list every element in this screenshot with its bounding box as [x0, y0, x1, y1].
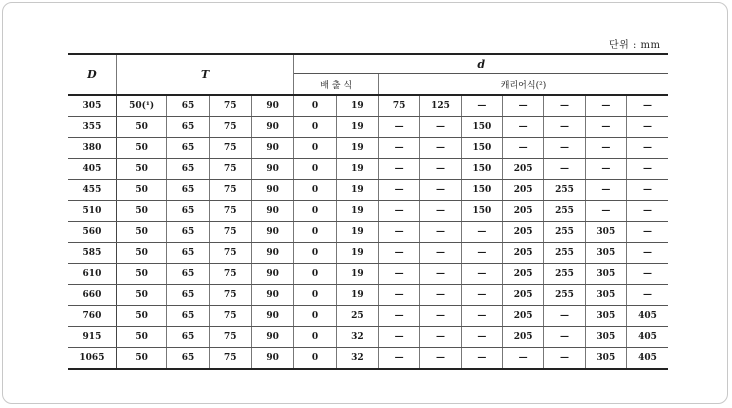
table-cell: — [379, 285, 420, 306]
table-cell: 205 [503, 264, 544, 285]
table-cell: 0 [294, 95, 336, 117]
table-cell: 0 [294, 117, 336, 138]
table-cell: 50 [116, 348, 166, 370]
table-cell: 25 [336, 306, 378, 327]
table-cell: 150 [461, 138, 502, 159]
table-cell: 255 [544, 180, 585, 201]
table-cell: 65 [167, 138, 209, 159]
table-cell: 75 [209, 306, 251, 327]
table-cell: — [503, 117, 544, 138]
table-row [68, 117, 668, 138]
table-cell: — [626, 180, 668, 201]
table-cell: — [461, 285, 502, 306]
table-cell: 0 [294, 222, 336, 243]
table-cell: 0 [294, 348, 336, 370]
table-cell: 50 [116, 138, 166, 159]
table-cell: 75 [209, 138, 251, 159]
table-cell: 32 [336, 327, 378, 348]
table-cell: 255 [544, 201, 585, 222]
table-cell: 125 [420, 95, 461, 117]
table-cell: 90 [251, 327, 293, 348]
table-cell: 75 [209, 348, 251, 370]
table-row [68, 285, 668, 306]
table-cell: — [503, 348, 544, 370]
table-cell: — [379, 117, 420, 138]
table-cell: — [379, 180, 420, 201]
table-cell: — [379, 222, 420, 243]
table-cell: 75 [209, 327, 251, 348]
table-cell: 50 [116, 159, 166, 180]
dimension-table [68, 53, 668, 370]
table-cell: 305 [585, 348, 626, 370]
table-cell: 75 [209, 222, 251, 243]
table-cell: 50 [116, 180, 166, 201]
table-cell: 150 [461, 117, 502, 138]
table-cell: 19 [336, 201, 378, 222]
table-cell: 305 [585, 306, 626, 327]
table-cell: 75 [209, 264, 251, 285]
table-row [68, 201, 668, 222]
table-cell: — [626, 95, 668, 117]
header-D: D [68, 54, 116, 95]
table-cell: 660 [68, 285, 116, 306]
table-cell: 90 [251, 243, 293, 264]
table-cell: 65 [167, 348, 209, 370]
table-cell: — [585, 180, 626, 201]
table-cell: 90 [251, 117, 293, 138]
table-cell: — [379, 201, 420, 222]
table-cell: 32 [336, 348, 378, 370]
header-d: d [294, 54, 668, 74]
table-cell: 90 [251, 201, 293, 222]
table-cell: 75 [209, 243, 251, 264]
table-cell: 65 [167, 222, 209, 243]
table-cell: 380 [68, 138, 116, 159]
table-cell: — [544, 117, 585, 138]
table-cell: — [626, 264, 668, 285]
table-cell: 75 [209, 159, 251, 180]
table-cell: 65 [167, 95, 209, 117]
table-cell: 305 [585, 327, 626, 348]
table-cell: — [544, 306, 585, 327]
table-cell: — [503, 95, 544, 117]
table-cell: — [585, 159, 626, 180]
table-cell: 0 [294, 264, 336, 285]
table-cell: 305 [68, 95, 116, 117]
table-cell: — [461, 306, 502, 327]
table-cell: 610 [68, 264, 116, 285]
table-cell: — [544, 348, 585, 370]
table-cell: 405 [626, 348, 668, 370]
header-T: T [116, 54, 293, 95]
table-cell: 205 [503, 306, 544, 327]
table-cell: 65 [167, 285, 209, 306]
table-cell: 19 [336, 159, 378, 180]
table-cell: 50 [116, 306, 166, 327]
table-cell: 90 [251, 95, 293, 117]
table-cell: 50 [116, 243, 166, 264]
header-carrier: 캐리어식(²) [379, 74, 668, 96]
table-row [68, 243, 668, 264]
table-cell: 205 [503, 285, 544, 306]
table-cell: — [626, 117, 668, 138]
table-cell: — [461, 264, 502, 285]
table-row [68, 180, 668, 201]
table-cell: 50(¹) [116, 95, 166, 117]
table-cell: — [585, 117, 626, 138]
table-cell: — [544, 327, 585, 348]
table-cell: — [420, 306, 461, 327]
table-cell: — [461, 327, 502, 348]
table-cell: 19 [336, 180, 378, 201]
table-cell: — [420, 201, 461, 222]
table-cell: 150 [461, 159, 502, 180]
table-cell: — [461, 348, 502, 370]
table-cell: — [503, 138, 544, 159]
table-row [68, 306, 668, 327]
table-cell: 90 [251, 306, 293, 327]
table-cell: — [585, 201, 626, 222]
table-cell: 75 [209, 201, 251, 222]
table-cell: 305 [585, 222, 626, 243]
table-cell: 915 [68, 327, 116, 348]
table-cell: — [379, 306, 420, 327]
table-cell: 65 [167, 159, 209, 180]
table-row [68, 348, 668, 370]
table-row [68, 138, 668, 159]
table-cell: — [420, 327, 461, 348]
table-cell: — [420, 243, 461, 264]
table-cell: 0 [294, 306, 336, 327]
table-cell: 205 [503, 180, 544, 201]
table-cell: 0 [294, 138, 336, 159]
table-cell: 510 [68, 201, 116, 222]
table-cell: 90 [251, 222, 293, 243]
table-cell: — [544, 138, 585, 159]
table-row [68, 264, 668, 285]
table-cell: — [379, 264, 420, 285]
table-cell: — [379, 159, 420, 180]
table-cell: 90 [251, 138, 293, 159]
table-cell: 65 [167, 201, 209, 222]
table-cell: — [379, 327, 420, 348]
table-cell: 50 [116, 327, 166, 348]
table-cell: 0 [294, 180, 336, 201]
table-cell: 150 [461, 201, 502, 222]
table-cell: 19 [336, 285, 378, 306]
table-cell: — [626, 138, 668, 159]
table-cell: — [626, 159, 668, 180]
table-cell: — [379, 138, 420, 159]
table-cell: — [626, 243, 668, 264]
unit-label: 단위 : mm [609, 40, 661, 51]
table-cell: 760 [68, 306, 116, 327]
table-cell: 0 [294, 201, 336, 222]
table-cell: 205 [503, 243, 544, 264]
table-cell: 0 [294, 285, 336, 306]
table-cell: 50 [116, 285, 166, 306]
table-cell: 19 [336, 243, 378, 264]
table-cell: 150 [461, 180, 502, 201]
table-cell: 0 [294, 159, 336, 180]
table-cell: — [461, 243, 502, 264]
table-row [68, 159, 668, 180]
table-cell: — [626, 222, 668, 243]
header-bae-chul: 배 출 식 [294, 74, 379, 96]
table-row [68, 95, 668, 117]
table-cell: 355 [68, 117, 116, 138]
table-cell: 50 [116, 264, 166, 285]
document-frame [2, 2, 728, 404]
table-cell: 305 [585, 264, 626, 285]
table-cell: 560 [68, 222, 116, 243]
table-cell: 90 [251, 348, 293, 370]
table-cell: 1065 [68, 348, 116, 370]
table-cell: 75 [379, 95, 420, 117]
table-cell: — [626, 285, 668, 306]
table-cell: 65 [167, 180, 209, 201]
table-cell: 75 [209, 180, 251, 201]
table-cell: 0 [294, 327, 336, 348]
table-cell: 90 [251, 159, 293, 180]
table-cell: 50 [116, 222, 166, 243]
table-cell: — [420, 264, 461, 285]
table-cell: 205 [503, 327, 544, 348]
table-cell: — [379, 243, 420, 264]
table-cell: — [420, 285, 461, 306]
table-cell: — [420, 159, 461, 180]
table-cell: 19 [336, 264, 378, 285]
table-cell: 75 [209, 95, 251, 117]
table-cell: 255 [544, 243, 585, 264]
table-row [68, 222, 668, 243]
table-cell: — [461, 95, 502, 117]
table-cell: 65 [167, 327, 209, 348]
table-cell: 255 [544, 264, 585, 285]
table-body [68, 95, 668, 369]
table-cell: 255 [544, 285, 585, 306]
table-cell: 205 [503, 201, 544, 222]
table-cell: — [420, 138, 461, 159]
table-cell: 305 [585, 285, 626, 306]
table-cell: — [626, 201, 668, 222]
table-cell: — [461, 222, 502, 243]
table-cell: 50 [116, 201, 166, 222]
table-cell: 65 [167, 264, 209, 285]
table-cell: 305 [585, 243, 626, 264]
table-cell: — [420, 180, 461, 201]
table-cell: 75 [209, 117, 251, 138]
table-cell: — [544, 95, 585, 117]
table-cell: — [379, 348, 420, 370]
table-cell: — [420, 117, 461, 138]
table-cell: 255 [544, 222, 585, 243]
table-cell: 455 [68, 180, 116, 201]
table-cell: 19 [336, 95, 378, 117]
table-cell: 90 [251, 180, 293, 201]
table-cell: 405 [68, 159, 116, 180]
table-cell: 19 [336, 222, 378, 243]
table-cell: 205 [503, 222, 544, 243]
table-cell: 65 [167, 243, 209, 264]
table-cell: 19 [336, 138, 378, 159]
table-cell: 19 [336, 117, 378, 138]
table-cell: 90 [251, 264, 293, 285]
table-cell: 585 [68, 243, 116, 264]
table-cell: — [420, 348, 461, 370]
table-cell: 75 [209, 285, 251, 306]
table-cell: 205 [503, 159, 544, 180]
table-cell: 405 [626, 327, 668, 348]
table-cell: 65 [167, 306, 209, 327]
table-cell: — [585, 138, 626, 159]
table-row [68, 327, 668, 348]
table-cell: — [420, 222, 461, 243]
table-cell: — [585, 95, 626, 117]
table-cell: 405 [626, 306, 668, 327]
table-cell: 0 [294, 243, 336, 264]
table-cell: 50 [116, 117, 166, 138]
table-cell: — [544, 159, 585, 180]
table-cell: 90 [251, 285, 293, 306]
table-cell: 65 [167, 117, 209, 138]
